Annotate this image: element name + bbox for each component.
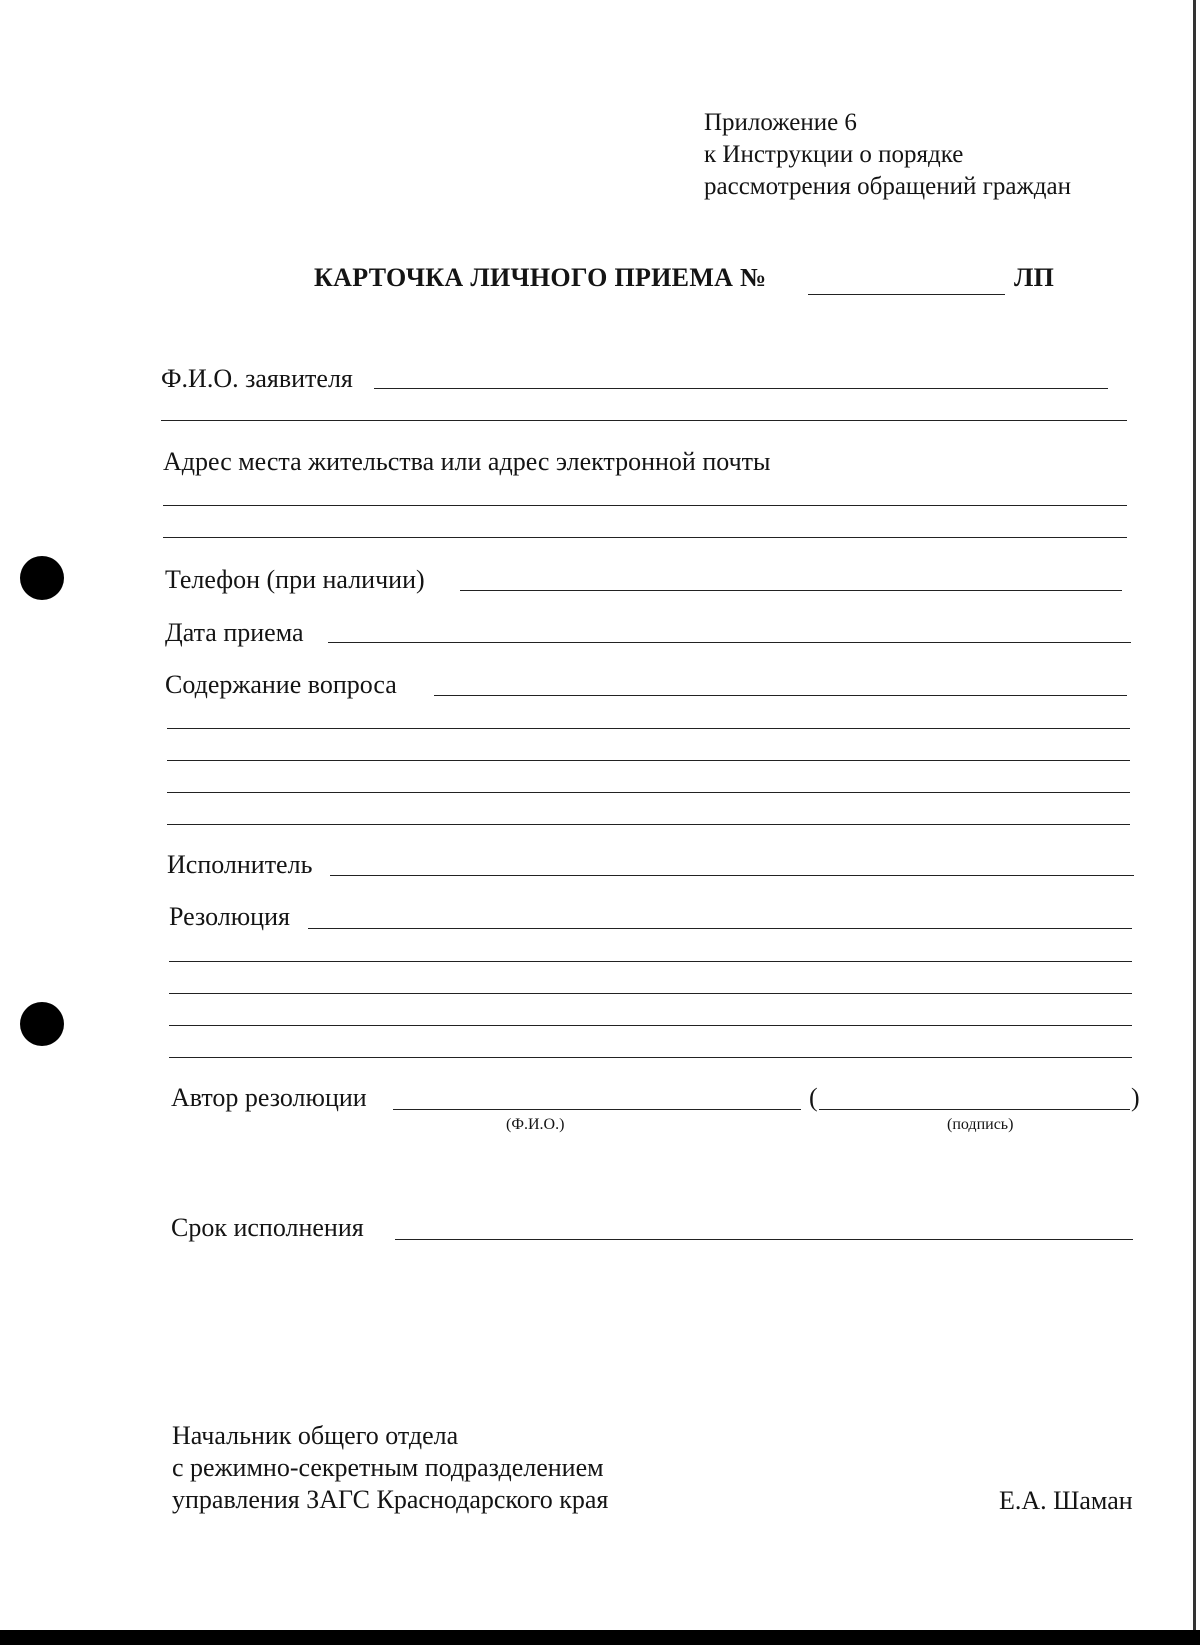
applicant-name-field-continued[interactable] [161,420,1127,421]
open-paren: ( [809,1083,818,1112]
close-paren: ) [1131,1083,1140,1112]
phone-field[interactable] [460,590,1122,591]
reception-date-field[interactable] [328,642,1131,643]
signatory-position-line-2: с режимно-секретным подразделением [172,1453,604,1482]
card-title-suffix: ЛП [1014,263,1055,292]
executor-field[interactable] [330,875,1134,876]
appendix-note [704,107,1071,203]
card-title: КАРТОЧКА ЛИЧНОГО ПРИЕМА № [314,263,767,292]
scan-right-edge [1193,0,1196,1630]
applicant-name-field[interactable] [374,388,1108,389]
resolution-label: Резолюция [169,902,290,931]
signatory-position-line-1: Начальник общего отдела [172,1421,459,1450]
resolution-author-label: Автор резолюции [171,1083,367,1112]
deadline-label: Срок исполнения [171,1213,364,1242]
phone-label: Телефон (при наличии) [165,565,425,594]
question-content-field[interactable] [434,695,1127,696]
name-hint: (Ф.И.О.) [506,1116,565,1133]
executor-label: Исполнитель [167,850,313,879]
appendix-line-2: к Инструкции о порядке [704,141,964,168]
address-field-line-1[interactable] [163,505,1127,506]
resolution-line-4[interactable] [169,1025,1132,1026]
card-number-field[interactable] [808,294,1005,295]
appendix-line-3: рассмотрения обращений граждан [704,173,1071,200]
punch-hole-lower [20,1002,64,1046]
signature-hint: (подпись) [947,1116,1014,1133]
applicant-name-label: Ф.И.О. заявителя [161,364,353,393]
question-content-line-5[interactable] [167,824,1130,825]
resolution-line-5[interactable] [169,1057,1132,1058]
signatory-position-line-3: управления ЗАГС Краснодарского края [172,1485,609,1514]
address-field-line-2[interactable] [163,537,1127,538]
question-content-line-3[interactable] [167,760,1130,761]
address-label: Адрес места жительства или адрес электронной почты [163,447,771,476]
question-content-line-4[interactable] [167,792,1130,793]
resolution-field[interactable] [308,928,1132,929]
scan-bottom-edge [0,1630,1200,1645]
reception-date-label: Дата приема [165,618,304,647]
signatory-name: Е.А. Шаман [999,1486,1133,1515]
deadline-field[interactable] [395,1239,1133,1240]
resolution-author-name-field[interactable] [393,1109,801,1110]
question-content-line-2[interactable] [167,728,1130,729]
resolution-line-2[interactable] [169,961,1132,962]
punch-hole-upper [20,556,64,600]
resolution-author-signature-field[interactable] [819,1109,1130,1110]
resolution-line-3[interactable] [169,993,1132,994]
question-content-label: Содержание вопроса [165,670,397,699]
signature-block [172,1420,608,1516]
appendix-line-1: Приложение 6 [704,109,857,136]
